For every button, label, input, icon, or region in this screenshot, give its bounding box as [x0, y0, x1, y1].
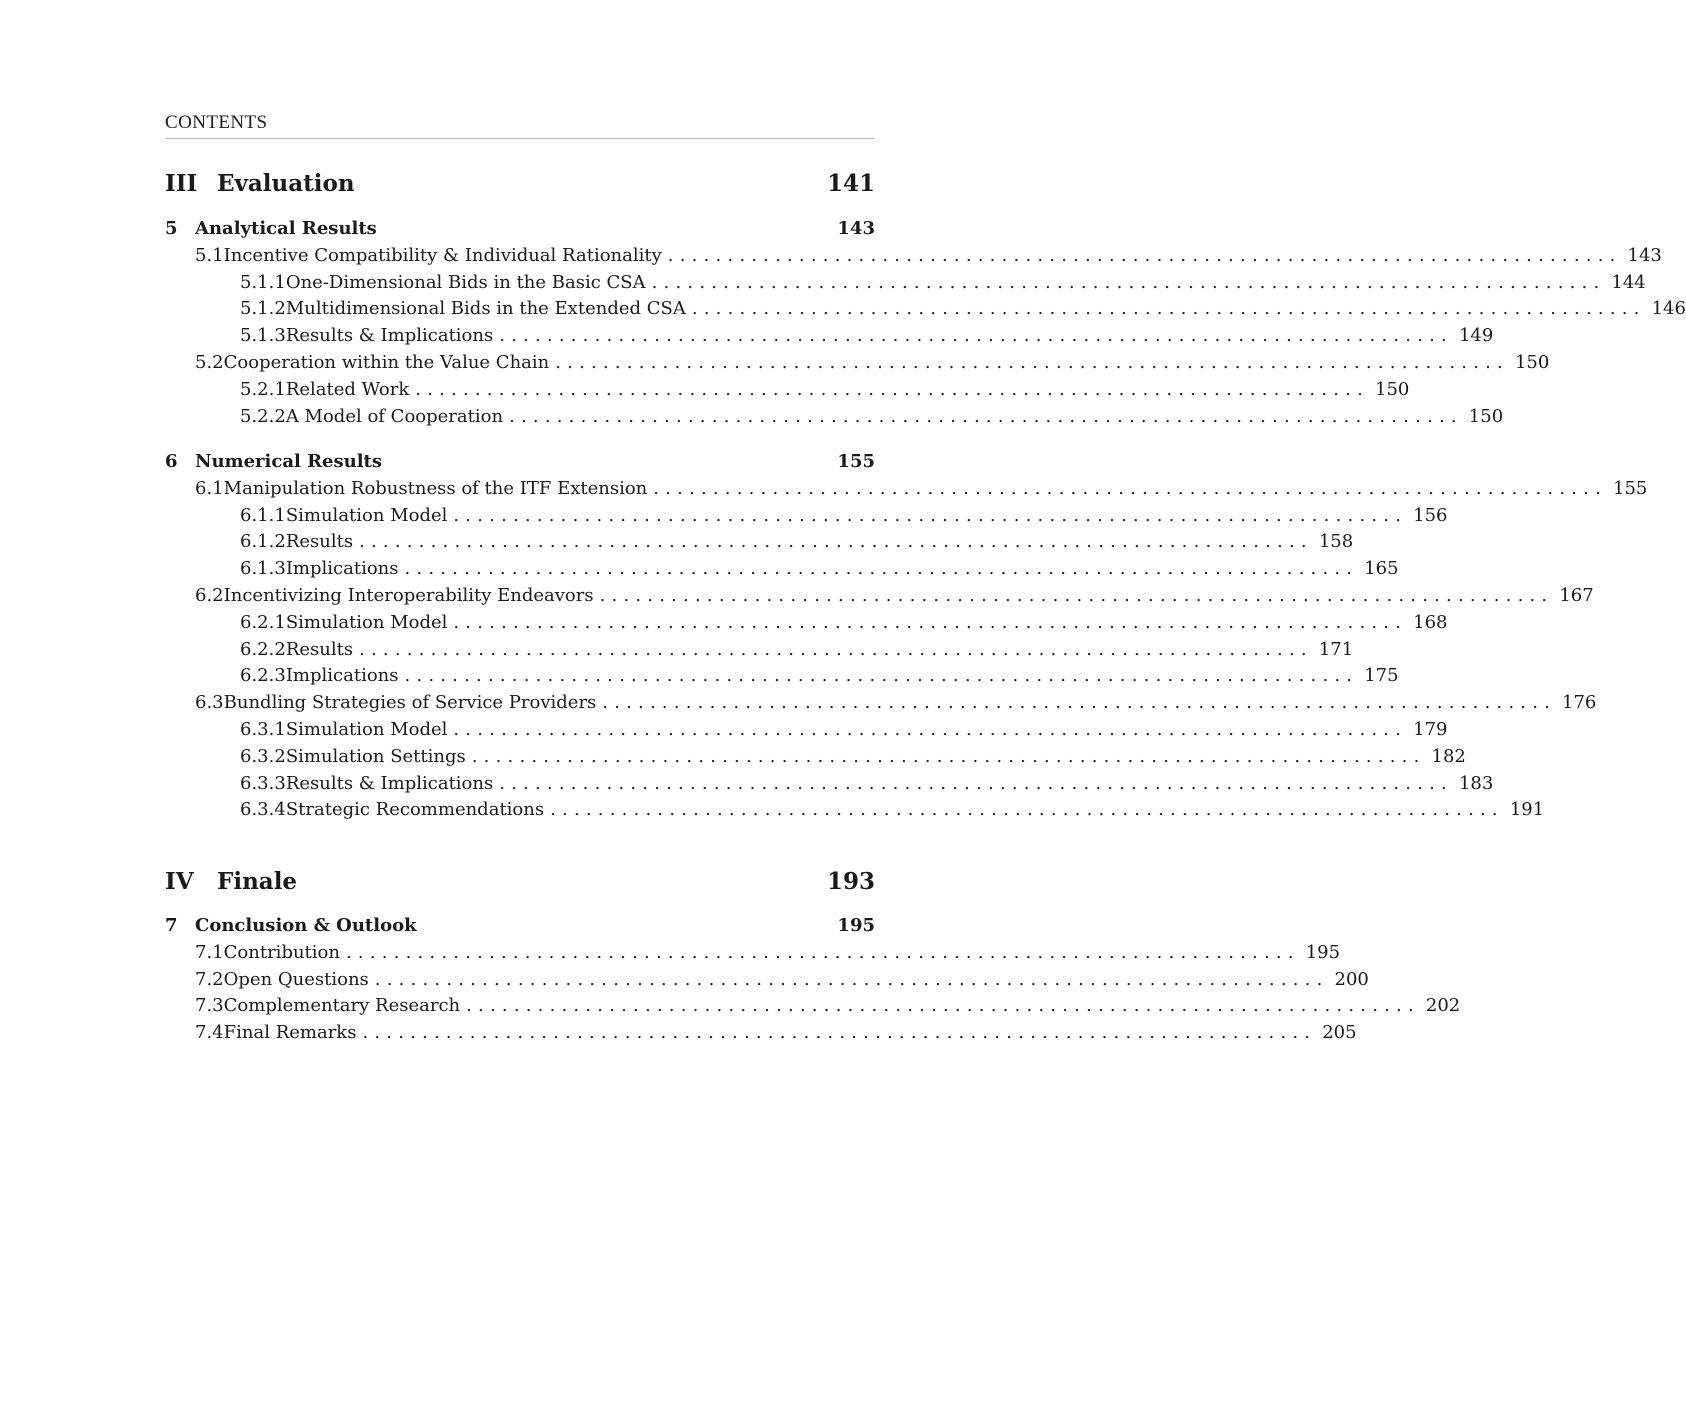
subsection-title: Results	[285, 531, 354, 553]
subsection-title: Results & Implications	[285, 772, 494, 794]
dot-leader: ................................................................................	[466, 995, 1420, 1017]
subsection-entry[interactable]	[240, 271, 1646, 293]
section-entry[interactable]	[195, 968, 1369, 990]
section-page-number: 202	[1425, 995, 1461, 1017]
subsection-title: Strategic Recommendations	[285, 799, 545, 821]
section-title: Cooperation within the Value Chain	[223, 352, 550, 373]
section-title: Complementary Research	[223, 995, 461, 1017]
section-number: 6.1	[195, 477, 224, 499]
section-title: Bundling Strategies of Service Providers	[223, 692, 597, 714]
running-header	[165, 112, 875, 139]
header-label: CONTENTS	[165, 112, 268, 133]
subsection-entry[interactable]	[240, 638, 1354, 660]
subsection-title: Multidimensional Bids in the Extended CSA	[285, 298, 686, 320]
chapter-entry[interactable]	[165, 451, 875, 472]
dot-leader: ................................................................................	[691, 298, 1646, 320]
dot-leader: ................................................................................	[667, 244, 1622, 266]
subsection-page-number: 191	[1509, 799, 1545, 821]
section-page-number: 155	[1613, 477, 1648, 499]
subsection-entry[interactable]	[240, 558, 1399, 580]
subsection-page-number: 149	[1458, 325, 1494, 347]
subsection-title: A Model of Cooperation	[285, 405, 504, 427]
subsection-entry[interactable]	[240, 378, 1410, 400]
subsection-entry[interactable]	[240, 665, 1399, 687]
section-entry[interactable]	[195, 692, 1597, 714]
subsection-page-number: 146	[1651, 298, 1686, 320]
section-number: 7.1	[195, 941, 224, 963]
subsection-title: Simulation Model	[285, 719, 448, 740]
dot-leader: ................................................................................	[509, 405, 1463, 427]
subsection-page-number: 168	[1413, 611, 1448, 633]
subsection-number: 6.1.3	[240, 558, 286, 580]
part-page-number: 193	[826, 868, 875, 895]
section-entry[interactable]	[195, 585, 1594, 606]
subsection-number: 5.1.3	[240, 325, 286, 347]
section-entry[interactable]	[195, 352, 1550, 373]
subsection-number: 6.1.1	[240, 504, 286, 526]
section-page-number: 200	[1334, 968, 1369, 990]
dot-leader: ................................................................................	[453, 504, 1408, 526]
subsection-number: 6.3.4	[240, 799, 286, 821]
dot-leader: ................................................................................	[415, 378, 1369, 400]
subsection-page-number: 183	[1458, 772, 1494, 794]
part-heading[interactable]	[165, 170, 875, 197]
part-title: Evaluation	[217, 170, 355, 197]
part-number: III	[165, 170, 198, 197]
subsection-page-number: 182	[1431, 745, 1466, 767]
subsection-entry[interactable]	[240, 531, 1354, 553]
section-page-number: 176	[1562, 692, 1597, 714]
part-number: IV	[165, 868, 194, 895]
subsection-entry[interactable]	[240, 611, 1448, 633]
section-title: Incentive Compatibility & Individual Rationality	[223, 244, 662, 266]
section-number: 5.1	[195, 244, 224, 266]
section-entry[interactable]	[195, 477, 1648, 499]
part-page-number: 141	[826, 170, 875, 197]
subsection-entry[interactable]	[240, 325, 1494, 347]
subsection-page-number: 150	[1375, 378, 1410, 400]
section-title: Manipulation Robustness of the ITF Extension	[223, 477, 648, 499]
subsection-number: 6.2.3	[240, 665, 286, 687]
subsection-number: 5.2.1	[240, 378, 286, 400]
subsection-entry[interactable]	[240, 799, 1545, 821]
dot-leader: ................................................................................	[453, 719, 1408, 740]
section-entry[interactable]	[195, 941, 1341, 963]
subsection-number: 5.2.2	[240, 405, 286, 427]
section-number: 6.3	[195, 692, 224, 714]
dot-leader: ................................................................................	[374, 968, 1329, 990]
part-title: Finale	[217, 868, 298, 895]
dot-leader: ................................................................................	[345, 941, 1300, 963]
section-number: 7.2	[195, 968, 224, 990]
chapter-number: 7	[165, 915, 178, 936]
dot-leader: ................................................................................	[453, 611, 1408, 633]
chapter-title: Numerical Results	[195, 451, 383, 472]
dot-leader: ................................................................................	[471, 745, 1426, 767]
subsection-entry[interactable]	[240, 504, 1448, 526]
dot-leader: ................................................................................	[362, 1022, 1317, 1044]
section-number: 5.2	[195, 352, 224, 373]
subsection-entry[interactable]	[240, 745, 1466, 767]
subsection-number: 6.2.2	[240, 638, 286, 660]
dot-leader: ................................................................................	[499, 325, 1453, 347]
subsection-title: Simulation Settings	[285, 745, 466, 767]
dot-leader: ................................................................................	[404, 665, 1359, 687]
subsection-page-number: 158	[1318, 531, 1354, 553]
section-title: Final Remarks	[223, 1022, 357, 1044]
subsection-number: 6.2.1	[240, 611, 286, 633]
section-entry[interactable]	[195, 244, 1662, 266]
dot-leader: ................................................................................	[359, 638, 1313, 660]
subsection-page-number: 179	[1413, 719, 1448, 740]
section-page-number: 205	[1322, 1022, 1357, 1044]
subsection-title: Results & Implications	[285, 325, 494, 347]
subsection-number: 6.3.3	[240, 772, 286, 794]
dot-leader: ................................................................................	[602, 692, 1557, 714]
subsection-title: Implications	[285, 665, 399, 687]
subsection-title: Simulation Model	[285, 611, 448, 633]
section-number: 7.4	[195, 1022, 224, 1044]
chapter-page-number: 155	[837, 451, 875, 472]
dot-leader: ................................................................................	[499, 772, 1453, 794]
section-entry[interactable]	[195, 1022, 1357, 1044]
subsection-page-number: 156	[1413, 504, 1448, 526]
section-page-number: 167	[1559, 585, 1594, 606]
dot-leader: ................................................................................	[651, 271, 1606, 293]
chapter-number: 6	[165, 451, 178, 472]
section-number: 6.2	[195, 585, 224, 606]
dot-leader: ................................................................................	[404, 558, 1359, 580]
dot-leader: ................................................................................	[653, 477, 1607, 499]
subsection-entry[interactable]	[240, 772, 1494, 794]
dot-leader: ................................................................................	[359, 531, 1313, 553]
dot-leader: ................................................................................	[555, 352, 1509, 373]
section-page-number: 195	[1305, 941, 1341, 963]
section-number: 7.3	[195, 995, 224, 1017]
section-page-number: 150	[1514, 352, 1550, 373]
chapter-number: 5	[165, 218, 178, 239]
subsection-page-number: 175	[1364, 665, 1399, 687]
subsection-title: Simulation Model	[285, 504, 448, 526]
dot-leader: ................................................................................	[550, 799, 1504, 821]
dot-leader: ................................................................................	[599, 585, 1554, 606]
subsection-number: 5.1.1	[240, 271, 286, 293]
chapter-title: Analytical Results	[195, 218, 377, 239]
chapter-page-number: 195	[837, 915, 875, 936]
chapter-entry[interactable]	[165, 218, 875, 239]
subsection-page-number: 144	[1611, 271, 1646, 293]
section-page-number: 143	[1627, 244, 1662, 266]
subsection-number: 6.3.1	[240, 719, 286, 740]
subsection-number: 6.1.2	[240, 531, 286, 553]
subsection-page-number: 150	[1468, 405, 1504, 427]
section-title: Open Questions	[223, 968, 369, 990]
subsection-page-number: 165	[1364, 558, 1399, 580]
section-entry[interactable]	[195, 995, 1461, 1017]
section-title: Incentivizing Interoperability Endeavors	[223, 585, 594, 606]
subsection-title: One-Dimensional Bids in the Basic CSA	[285, 271, 646, 293]
subsection-title: Implications	[285, 558, 399, 580]
subsection-number: 6.3.2	[240, 745, 286, 767]
subsection-entry[interactable]	[240, 405, 1504, 427]
subsection-title: Results	[285, 638, 354, 660]
subsection-entry[interactable]	[240, 719, 1448, 740]
subsection-entry[interactable]	[240, 298, 1686, 320]
chapter-entry[interactable]	[165, 915, 875, 936]
subsection-number: 5.1.2	[240, 298, 286, 320]
subsection-page-number: 171	[1318, 638, 1354, 660]
chapter-page-number: 143	[837, 218, 875, 239]
chapter-title: Conclusion & Outlook	[195, 915, 417, 936]
subsection-title: Related Work	[285, 378, 410, 400]
section-title: Contribution	[223, 941, 340, 963]
part-heading[interactable]	[165, 868, 875, 895]
